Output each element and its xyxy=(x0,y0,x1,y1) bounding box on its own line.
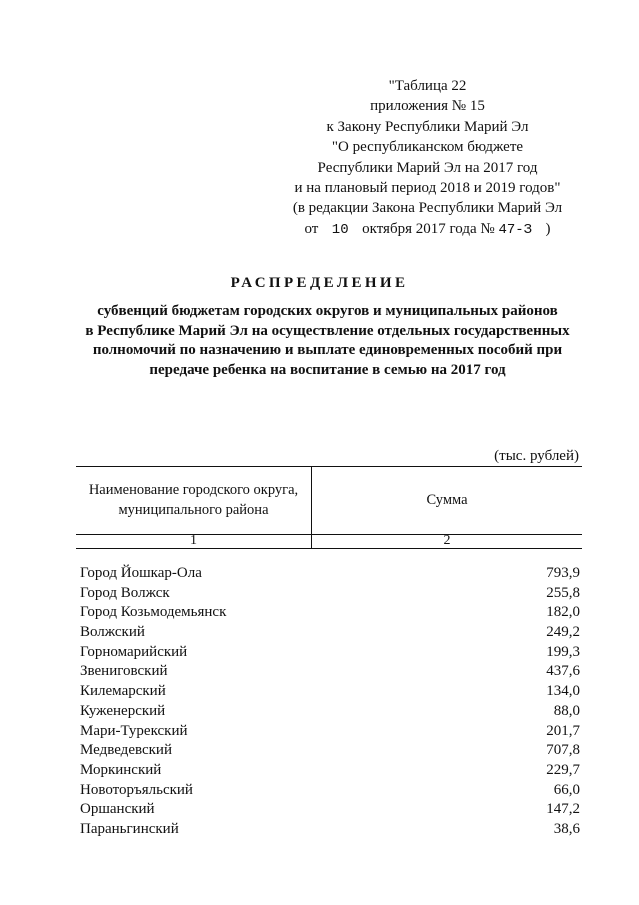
table-row xyxy=(80,584,580,604)
subtitle-line: передаче ребенка на воспитание в семью на 2017 год xyxy=(149,361,506,378)
subvention-amount: 707,8 xyxy=(546,742,580,759)
subvention-amount: 147,2 xyxy=(546,801,580,818)
table-row xyxy=(80,662,580,682)
district-name: Город Волжск xyxy=(80,584,170,601)
subvention-amount: 249,2 xyxy=(546,624,580,641)
table-row xyxy=(80,761,580,781)
document-subtitle xyxy=(70,302,585,380)
column-number-1: 1 xyxy=(190,533,197,548)
subvention-amount: 229,7 xyxy=(546,761,580,778)
header-date-line xyxy=(250,219,605,240)
table-row xyxy=(80,682,580,702)
law-number: 47-З xyxy=(498,221,533,238)
subvention-amount: 199,3 xyxy=(546,643,580,660)
document-title: РАСПРЕДЕЛЕНИЕ xyxy=(230,275,409,291)
header-line: "Таблица 22 xyxy=(388,78,467,94)
table-row xyxy=(80,722,580,742)
district-name: Звениговский xyxy=(80,663,168,680)
table-row xyxy=(80,800,580,820)
district-name: Оршанский xyxy=(80,801,155,818)
table-row xyxy=(80,741,580,761)
district-name: Горномарийский xyxy=(80,643,188,660)
subvention-amount: 38,6 xyxy=(553,820,580,837)
subvention-amount: 793,9 xyxy=(546,565,580,581)
table-row xyxy=(80,603,580,623)
table-row xyxy=(80,564,580,584)
header-line: (в редакции Закона Республики Марий Эл xyxy=(292,200,563,217)
district-name: Медведевский xyxy=(80,742,172,759)
table-row xyxy=(80,820,580,840)
subvention-amount: 255,8 xyxy=(546,584,580,601)
date-suffix: ) xyxy=(545,220,551,237)
date-middle: октября 2017 года № xyxy=(362,220,495,237)
table-row xyxy=(80,781,580,801)
date-day: 10 xyxy=(331,221,349,238)
column-header-amount: Сумма xyxy=(426,492,468,508)
table-top-border xyxy=(76,466,582,467)
district-name: Город Козьмодемьянск xyxy=(80,604,227,621)
district-name: Волжский xyxy=(80,624,145,641)
district-name: Город Йошкар-Ола xyxy=(80,565,202,581)
table-row xyxy=(80,643,580,663)
subtitle-line: в Республике Марий Эл на осуществление отдельных государственных xyxy=(85,322,570,339)
subtitle-line: полномочий по назначению и выплате единовременных пособий при xyxy=(92,342,563,359)
subvention-amount: 66,0 xyxy=(553,781,580,798)
table-body xyxy=(80,564,580,840)
header-line: к Закону Республики Марий Эл xyxy=(326,118,529,135)
subvention-amount: 201,7 xyxy=(546,722,580,739)
law-reference-header xyxy=(250,76,605,240)
date-prefix: от xyxy=(304,220,319,237)
district-name: Мари-Турекский xyxy=(80,722,188,739)
subvention-amount: 88,0 xyxy=(553,702,580,719)
district-name: Новоторъяльский xyxy=(80,781,193,798)
district-name: Моркинский xyxy=(80,761,162,778)
subtitle-line: субвенций бюджетам городских округов и муниципальных районов xyxy=(97,303,558,319)
column-header-name: Наименование городского округа, муниципального района xyxy=(88,482,299,518)
units-label: (тыс. рублей) xyxy=(494,448,579,464)
header-line: и на плановый период 2018 и 2019 годов" xyxy=(294,180,561,197)
district-name: Куженерский xyxy=(80,702,166,719)
subvention-amount: 134,0 xyxy=(546,683,580,700)
subvention-amount: 437,6 xyxy=(546,663,580,680)
column-number-2: 2 xyxy=(443,533,451,548)
table-row xyxy=(80,623,580,643)
header-line: приложения № 15 xyxy=(370,98,485,115)
subvention-amount: 182,0 xyxy=(546,604,580,621)
table-row xyxy=(80,702,580,722)
district-name: Параньгинский xyxy=(80,820,179,837)
header-line: Республики Марий Эл на 2017 год xyxy=(317,159,538,176)
header-line: "О республиканском бюджете xyxy=(331,139,524,156)
district-name: Килемарский xyxy=(80,683,166,700)
